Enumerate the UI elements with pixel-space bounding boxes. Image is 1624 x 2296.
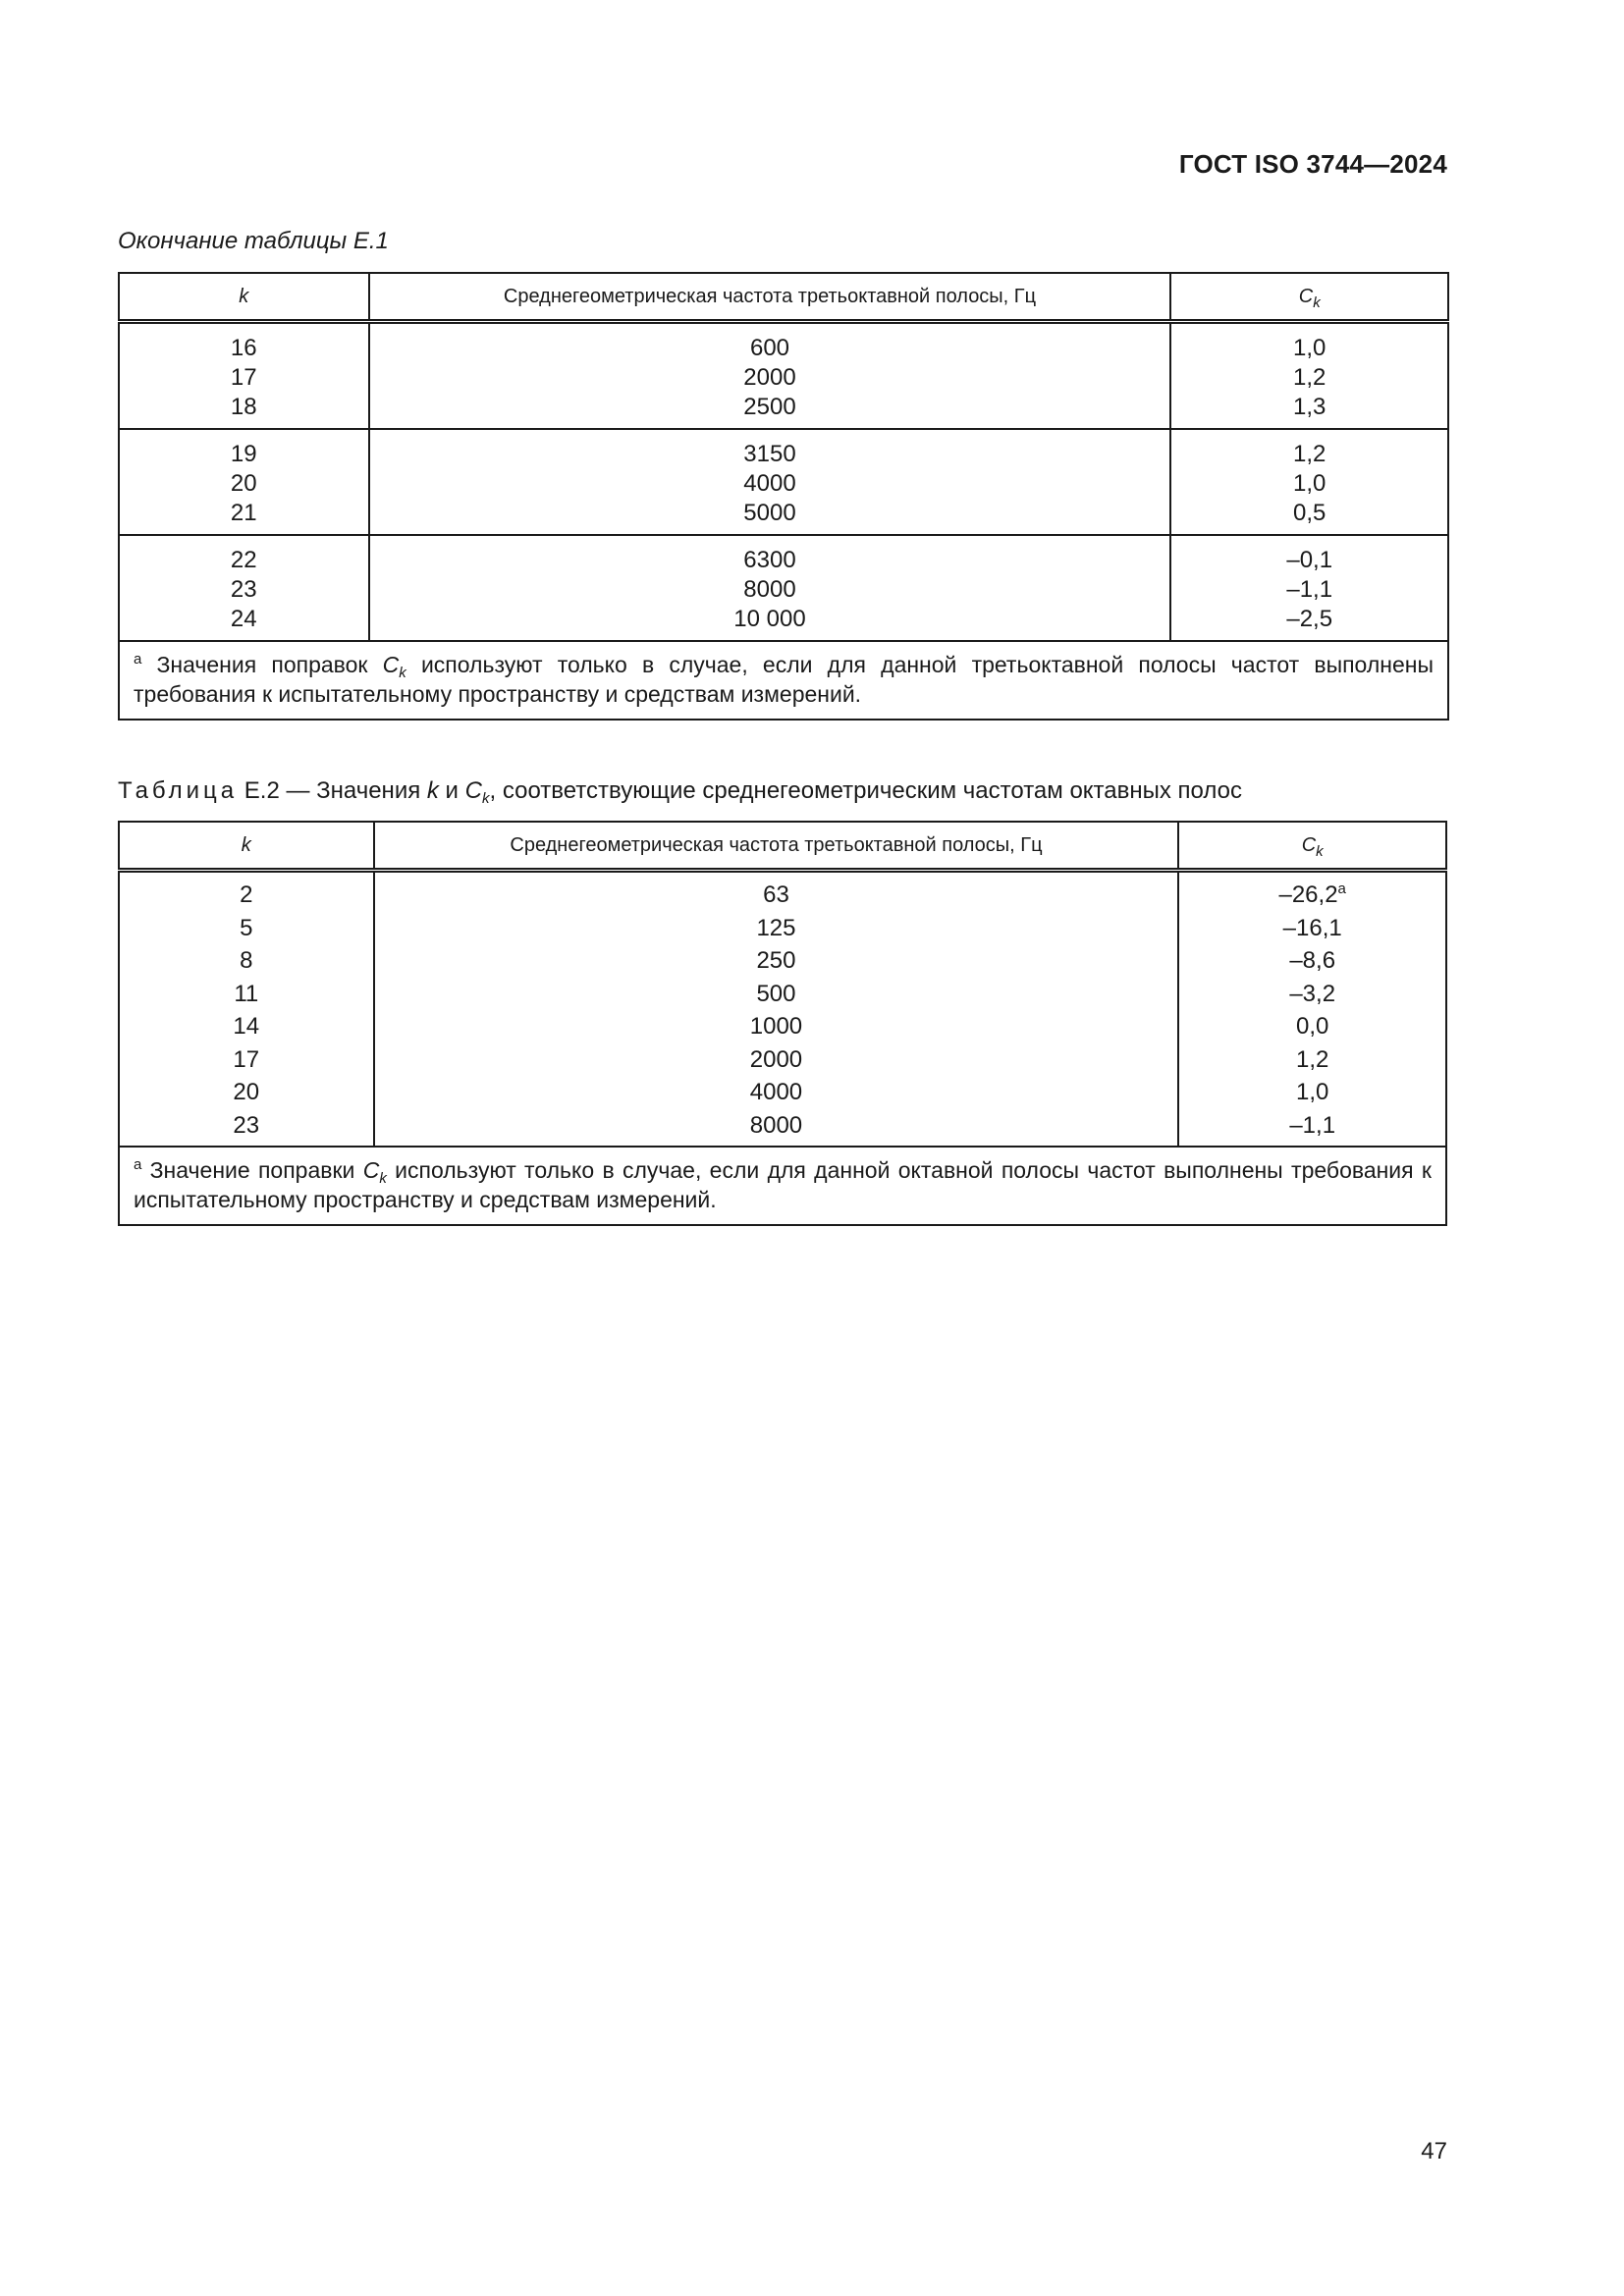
table-cell-value: 14 <box>233 1013 260 1040</box>
footnote-marker: а <box>1337 881 1346 897</box>
table-cell-value: 1,0 <box>1293 335 1326 361</box>
table-cell-value: 4000 <box>743 470 796 497</box>
table1-body <box>119 322 1448 642</box>
table2-header-ck: $C_k$ <box>1178 822 1446 871</box>
ck-cell <box>1178 871 1446 1148</box>
table2-footnote-row <box>119 1147 1446 1225</box>
table-cell-value: 0,0 <box>1296 1013 1329 1040</box>
table-cell-value: 63 <box>763 881 789 908</box>
table-cell-value: 2000 <box>743 364 796 391</box>
table1-footnote-row <box>119 641 1448 720</box>
table-cell-value: 23 <box>233 1111 260 1139</box>
table1-header-freq: Среднегеометрическая частота третьоктавной полосы, Гц <box>369 273 1171 322</box>
table-cell-value: 2500 <box>743 394 796 420</box>
table-cell-value: 0,5 <box>1293 500 1326 526</box>
ck-cell <box>1170 535 1448 641</box>
page-number: 47 <box>1421 2138 1447 2164</box>
table1-header-k: k <box>119 273 369 322</box>
table-row <box>119 322 1448 430</box>
table2-footnote: $^а$ Значение поправки $C_k$ используют только в случае, если для данной октавной полосы частот выполнены требования к испытательному пространству и средствам измерений. <box>119 1147 1446 1225</box>
table-row <box>119 871 1446 1148</box>
table-cell-value: 1,2 <box>1293 364 1326 391</box>
table-cell-value: –2,5 <box>1286 606 1333 632</box>
table-e2 <box>118 821 1447 1226</box>
table-cell-value: 21 <box>230 500 257 526</box>
table-cell-value: 20 <box>230 470 257 497</box>
table-cell-value: 4000 <box>749 1079 803 1105</box>
table2-header-freq: Среднегеометрическая частота третьоктавной полосы, Гц <box>374 822 1179 871</box>
table-cell-value: 23 <box>230 576 257 603</box>
table-cell-value: 20 <box>233 1079 260 1105</box>
k-cell <box>119 535 369 641</box>
table-cell-value: –0,1 <box>1286 547 1333 573</box>
table-row <box>119 535 1448 641</box>
table1-footnote: $^а$ Значения поправок $C_k$ используют только в случае, если для данной третьоктавной полосы частот выполнены требования к испытательному пространству и средствам измерений. <box>119 641 1448 720</box>
table-cell-value: 8000 <box>749 1111 803 1139</box>
table-cell-value: 22 <box>230 547 257 573</box>
table-cell-value: 1000 <box>749 1013 803 1040</box>
table-cell-value: 1,0 <box>1296 1079 1329 1105</box>
table2-header-k: k <box>119 822 374 871</box>
table-cell-value: $-26,2^а$ <box>1278 881 1346 908</box>
table-cell-value: 1,2 <box>1296 1045 1329 1073</box>
table2-header-row <box>119 822 1446 871</box>
freq-cell <box>374 871 1179 1148</box>
table-cell-value: 16 <box>230 335 257 361</box>
table-cell-value: 1,0 <box>1293 470 1326 497</box>
ck-cell <box>1170 322 1448 430</box>
table2-caption: Таблица Е.2 — Значения k и $C_k$, соответствующие среднегеометрическим частотам октавных полос <box>118 777 1242 807</box>
table-cell-value: 5 <box>240 914 253 941</box>
table-cell-value: 5000 <box>743 500 796 526</box>
table-cell-value: 17 <box>230 364 257 391</box>
table-cell-value: 3150 <box>743 441 796 467</box>
table-cell-value: 19 <box>230 441 257 467</box>
table-cell-value: 1,2 <box>1293 441 1326 467</box>
table-cell-value: 600 <box>749 335 790 361</box>
freq-cell <box>369 535 1171 641</box>
table-cell-value: 11 <box>234 980 259 1007</box>
table-cell-value: 250 <box>756 947 796 974</box>
table-cell-value: 18 <box>230 394 257 420</box>
table-cell-value: 6300 <box>743 547 796 573</box>
table-cell-value: 125 <box>756 914 796 941</box>
k-cell <box>119 429 369 535</box>
table-cell-value: –1,1 <box>1289 1111 1336 1139</box>
freq-cell <box>369 322 1171 430</box>
document-id: ГОСТ ISO 3744—2024 <box>1178 149 1447 179</box>
table-cell-value: 8000 <box>743 576 796 603</box>
table1-caption: Окончание таблицы Е.1 <box>118 228 389 254</box>
k-cell <box>119 322 369 430</box>
k-cell <box>119 871 374 1148</box>
table-cell-value: 8 <box>240 947 253 974</box>
table-cell-value: 500 <box>756 980 796 1007</box>
freq-cell <box>369 429 1171 535</box>
table2-body <box>119 871 1446 1148</box>
table-cell-value: 1,3 <box>1293 394 1326 420</box>
table-cell-value: 24 <box>230 606 257 632</box>
table1-header-ck: $C_k$ <box>1170 273 1448 322</box>
table-cell-value: –1,1 <box>1286 576 1333 603</box>
table-cell-value: –16,1 <box>1282 914 1342 941</box>
table1-header-row <box>119 273 1448 322</box>
table-cell-value: –8,6 <box>1289 947 1336 974</box>
table-row <box>119 429 1448 535</box>
table-cell-value: 2000 <box>749 1045 803 1073</box>
ck-cell <box>1170 429 1448 535</box>
table-cell-value: 10 000 <box>733 606 806 632</box>
table-e1 <box>118 272 1449 721</box>
table-cell-value: 2 <box>240 881 253 908</box>
table-cell-value: 17 <box>233 1045 260 1073</box>
table-cell-value: –3,2 <box>1289 980 1336 1007</box>
